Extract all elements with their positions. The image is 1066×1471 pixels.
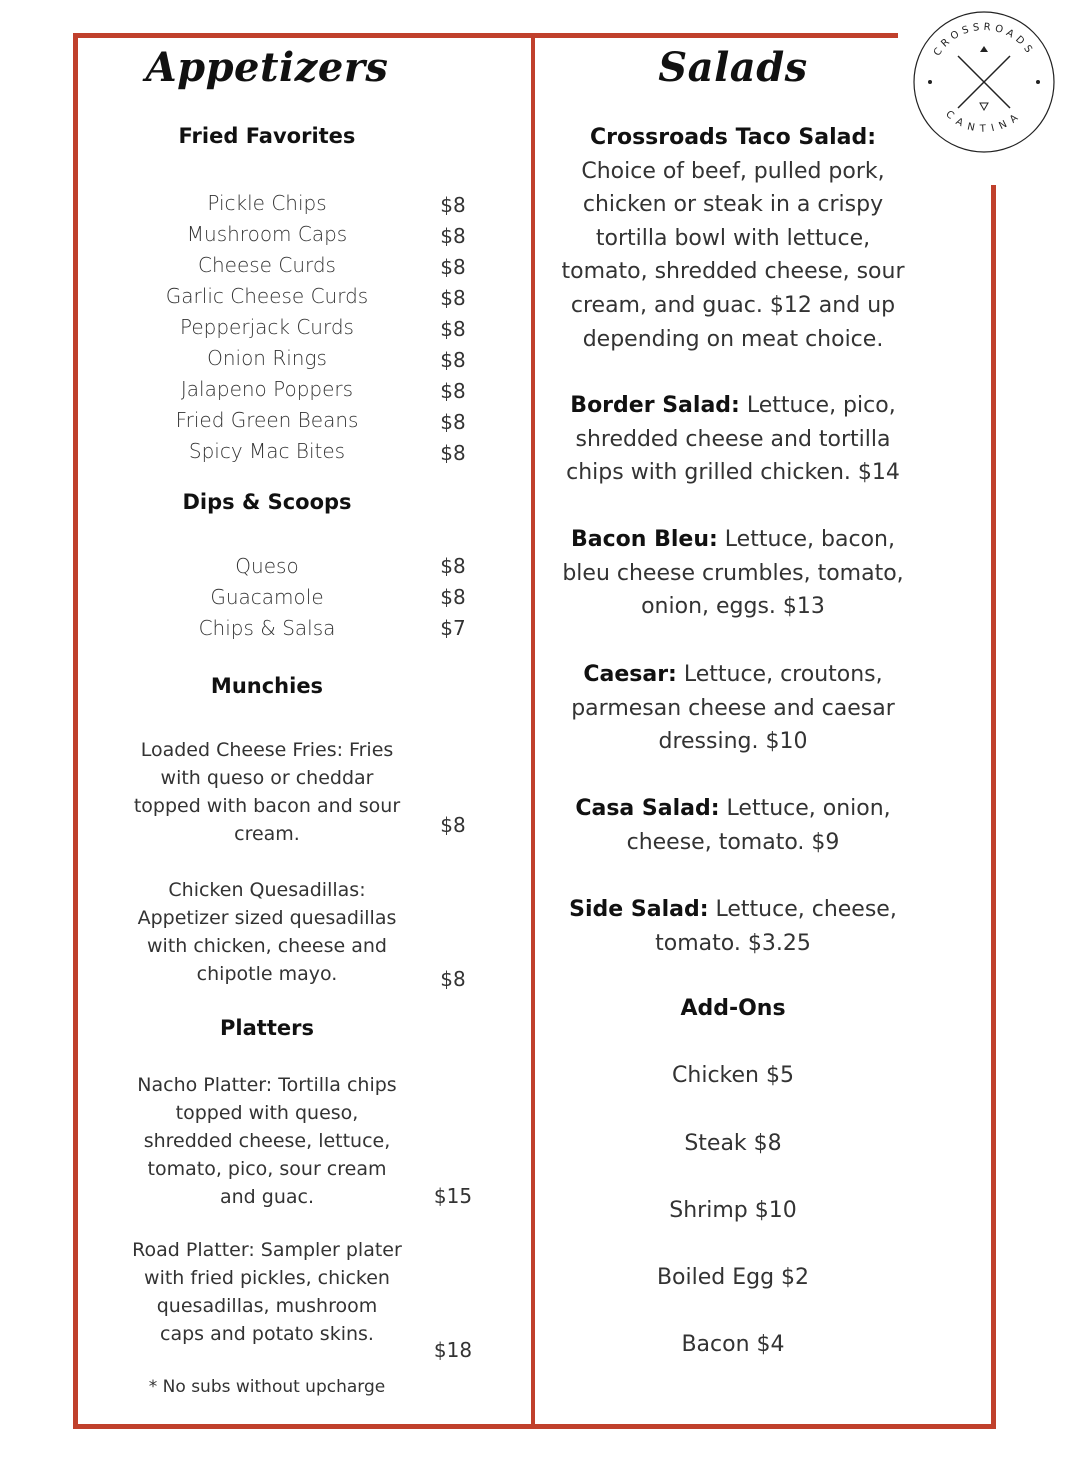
menu-item-name: Garlic Cheese Curds <box>165 284 369 308</box>
salad-name: Crossroads Taco Salad: <box>589 125 877 150</box>
salad-item <box>555 893 911 960</box>
salad-description: Lettuce, cheese, tomato. $3.25 <box>655 897 897 956</box>
salad-description: Lettuce, croutons, parmesan cheese and caesar dressing. $10 <box>571 662 895 755</box>
salad-name: Bacon Bleu: <box>571 527 718 552</box>
salad-name: Side Salad: <box>569 897 709 922</box>
menu-item-name: Onion Rings <box>207 346 327 370</box>
addon-item: Boiled Egg $2 <box>656 1265 810 1290</box>
menu-item-price: $8 <box>440 379 466 403</box>
menu-item-price: $8 <box>440 348 466 372</box>
menu-item-price: $8 <box>440 255 466 279</box>
salad-item <box>555 121 911 356</box>
menu-item-name: Chips & Salsa <box>198 616 336 640</box>
dips-scoops-heading: Dips & Scoops <box>182 490 352 514</box>
salad-description: Lettuce, onion, cheese, tomato. $9 <box>626 796 891 855</box>
menu-item-price: $8 <box>440 967 466 991</box>
salad-item <box>555 792 911 859</box>
menu-item-name: Fried Green Beans <box>175 408 359 432</box>
menu-item-description: Road Platter: Sampler plater with fried pickles, chicken quesadillas, mushroom caps and potato skins. <box>132 1239 402 1345</box>
salad-description: Lettuce, bacon, bleu cheese crumbles, tomato, onion, eggs. $13 <box>562 527 904 620</box>
menu-item-price: $8 <box>440 286 466 310</box>
fried-favorites-heading: Fried Favorites <box>178 124 356 148</box>
addon-item: Chicken $5 <box>672 1063 794 1088</box>
menu-item-name: Cheese Curds <box>198 253 336 277</box>
menu-item-price: $8 <box>440 193 466 217</box>
logo-top-text: CROSSROADS <box>931 21 1037 59</box>
frame-divider-line <box>531 38 535 1429</box>
salad-name: Casa Salad: <box>575 796 720 821</box>
menu-item-name: Pickle Chips <box>207 191 327 215</box>
menu-item-description: Loaded Cheese Fries: Fries with queso or cheddar topped with bacon and sour cream. <box>133 739 401 845</box>
salad-description: Lettuce, pico, shredded cheese and tortilla chips with grilled chicken. $14 <box>566 393 900 486</box>
munchies-heading: Munchies <box>210 674 324 698</box>
salad-item <box>555 389 911 490</box>
frame-right-line <box>991 185 996 1429</box>
frame-top-line <box>73 33 898 38</box>
menu-item-price: $7 <box>440 616 466 640</box>
menu-item-name: Jalapeno Poppers <box>180 377 354 401</box>
menu-item-price: $8 <box>440 441 466 465</box>
menu-item-price: $8 <box>440 317 466 341</box>
menu-item-name: Queso <box>235 554 299 578</box>
salad-description: Choice of beef, pulled pork, chicken or steak in a crispy tortilla bowl with lettuce, tomato, shredded cheese, sour cream, and guac. $12 and up depending on meat choice. <box>561 158 905 352</box>
menu-item-price: $15 <box>433 1184 473 1208</box>
menu-item-price: $8 <box>440 224 466 248</box>
menu-item-description: Nacho Platter: Tortilla chips topped with queso, shredded cheese, lettuce, tomato, pico, sour cream and guac. <box>137 1074 397 1208</box>
appetizers-title: Appetizers <box>145 44 389 91</box>
menu-item-price: $8 <box>440 410 466 434</box>
logo-bottom-text: CANTINA <box>943 108 1025 135</box>
salad-item <box>555 523 911 624</box>
salad-name: Caesar: <box>583 662 677 687</box>
menu-item-price: $8 <box>440 585 466 609</box>
crossroads-cantina-logo <box>910 8 1058 156</box>
addon-item: Steak $8 <box>684 1131 782 1156</box>
salad-name: Border Salad: <box>570 393 740 418</box>
menu-item-price: $18 <box>433 1338 473 1362</box>
addon-item: Shrimp $10 <box>669 1198 797 1223</box>
platters-heading: Platters <box>220 1016 314 1040</box>
salads-title: Salads <box>658 44 808 91</box>
no-subs-note: * No subs without upcharge <box>148 1377 386 1397</box>
frame-left-line <box>73 33 78 1429</box>
menu-item-name: Mushroom Caps <box>186 222 348 246</box>
menu-item-price: $8 <box>440 813 466 837</box>
addons-heading: Add-Ons <box>680 996 786 1021</box>
menu-item-name: Guacamole <box>210 585 324 609</box>
menu-item-description: Chicken Quesadillas: Appetizer sized quesadillas with chicken, cheese and chipotle mayo. <box>137 879 397 985</box>
menu-item-name: Pepperjack Curds <box>180 315 354 339</box>
frame-bottom-line <box>73 1424 996 1429</box>
menu-item-name: Spicy Mac Bites <box>188 439 346 463</box>
addon-item: Bacon $4 <box>681 1332 785 1357</box>
salad-item <box>555 658 911 759</box>
menu-item-price: $8 <box>440 554 466 578</box>
